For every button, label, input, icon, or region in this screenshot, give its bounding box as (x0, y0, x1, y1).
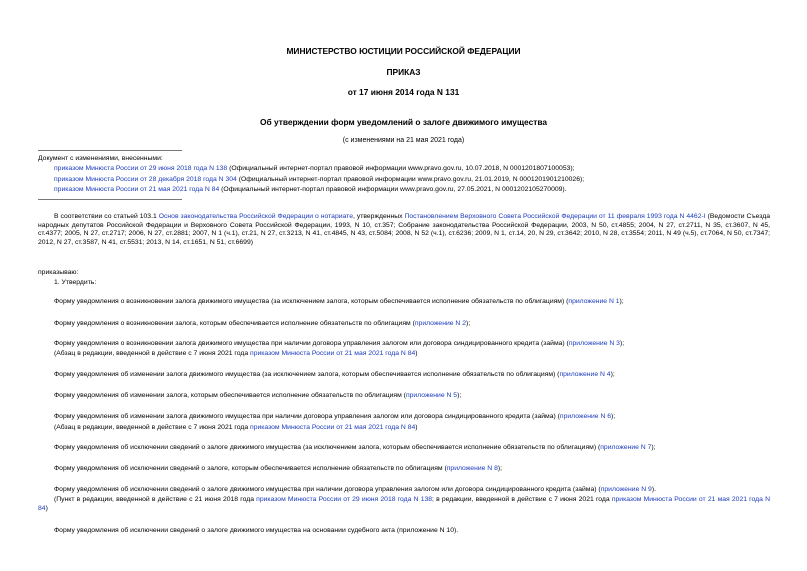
ministry-heading: МИНИСТЕРСТВО ЮСТИЦИИ РОССИЙСКОЙ ФЕДЕРАЦИИ (286, 46, 521, 56)
amendment-link[interactable]: приказом Минюста России от 21 мая 2021 года N 84 (250, 424, 416, 431)
appendix-link[interactable]: приложение N 3 (568, 340, 620, 347)
appendix-link[interactable]: приложение N 2 (414, 320, 467, 327)
form-item: Форму уведомления о возникновении залога движимого имущества (за исключением залога, которым обеспечивается исполнение обязательств по облигациям) (приложение N 1); (54, 298, 624, 305)
form-item: Форму уведомления о возникновении залога, которым обеспечивается исполнение обязательств по облигациям (приложение N 2); (54, 320, 471, 327)
appendix-link[interactable]: приложение N 5 (405, 392, 458, 399)
amended-note: (с изменениями на 21 мая 2021 года) (342, 137, 465, 144)
doc-type-heading: ПРИКАЗ (386, 67, 421, 77)
date-number-heading: от 17 июня 2014 года N 131 (347, 87, 460, 97)
change-item: приказом Минюста России от 21 мая 2021 года N 84 (Официальный интернет-портал правовой информации www.pravo.gov.ru, 27.05.2021, N 0001202105270009). (54, 186, 567, 193)
form-item: Форму уведомления о возникновении залога движимого имущества при наличии договора управления залогом или договора синдицированного кредита (займа) (приложение N 3); (54, 340, 625, 347)
document-title: Об утверждении форм уведомлений о залоге движимого имущества (259, 117, 548, 127)
appendix-link[interactable]: приложение N 6 (559, 413, 612, 420)
appendix-link[interactable]: приложение N 8 (446, 465, 498, 472)
edit-note: (Абзац в редакции, введенной в действие с 7 июня 2021 года приказом Минюста России от 21 мая 2021 года N 84) (54, 424, 418, 431)
top-divider (38, 150, 182, 151)
amendment-link[interactable]: приказом Минюста России от 29 июня 2018 года N 138 (54, 165, 228, 172)
order-word: приказываю: (38, 269, 79, 276)
appendix-link[interactable]: приложение N 1 (568, 298, 620, 305)
changes-intro: Документ с изменениями, внесенными: (38, 155, 163, 162)
amendment-link[interactable]: приказом Минюста России от 21 мая 2021 года N 84 (38, 496, 770, 512)
form-item: Форму уведомления об исключении сведений о залоге движимого имущества (за исключением залога, которым обеспечивается исполнение обязательств по облигациям) (приложение N 7); (54, 444, 656, 451)
amendment-link[interactable]: приказом Минюста России от 29 июня 2018 года N 138 (256, 496, 433, 503)
form-item: Форму уведомления об изменении залога движимого имущества при наличии договора управления залогом или договора синдицированного кредита (займа) (приложение N 6); (54, 413, 616, 420)
form-item: Форму уведомления об изменении залога движимого имущества (за исключением залога, которым обеспечивается исполнение обязательств по облигациям) (приложение N 4); (54, 371, 615, 378)
form-item: Форму уведомления об исключении сведений о залоге движимого имущества на основании судебного акта (приложение N 10). (54, 527, 459, 534)
resolution-link[interactable]: Постановлением Верховного Совета Российской Федерации от 11 февраля 1993 года N 4462-I (404, 213, 706, 220)
form-item: Форму уведомления об исключении сведений о залоге движимого имущества при наличии договора управления залогом или договора синдицированного кредита (займа) (приложение N 9). (54, 486, 656, 493)
edit-note: (Пункт в редакции, введенной в действие с 21 июня 2018 года приказом Минюста России от 29 июня 2018 года N 138; в редакции, введенной в действие с 7 июня 2021 года приказом Минюста России от 21 мая 2021 года N 84) (38, 496, 770, 512)
change-item: приказом Минюста России от 28 декабря 2018 года N 304 (Официальный интернет-портал правовой информации www.pravo.gov.ru, 21.01.2019, N 0001201901210026); (54, 176, 585, 183)
notary-law-link[interactable]: Основ законодательства Российской Федерации о нотариате (158, 213, 353, 220)
form-item: Форму уведомления об исключении сведений о залоге, которым обеспечивается исполнение обязательств по облигациям (приложение N 8); (54, 465, 503, 472)
amendment-link[interactable]: приказом Минюста России от 21 мая 2021 года N 84 (250, 350, 416, 357)
approve-item: 1. Утвердить: (54, 279, 97, 286)
preamble-paragraph: В соответствии со статьей 103.1 Основ законодательства Российской Федерации о нотариате, утвержденных Постановлением Верховного Совета Российской Федерации от 11 февраля 1993 года N 4462-I (Ведомости Съезда народных депутатов Российской Федерации и Верховного Совета Российской Федерации, 1993, N 10, ст.357; Собрание законодательства Российской Федерации, 2003, N 50, ст.4855; 2004, N 27, ст.2711, N 35, ст.3607, N 45, ст.4377; 2005, N 27, ст.2717; 2006, N 27, ст.2881; 2007, N 1 (ч.1), ст.21, N 27, ст.3213, N 41, ст.4845, N 43, ст.5084; 2008, N 52 (ч.1), ст.6236; 2009, N 1, ст.14, 20, N 29, ст.3642; 2010, N 28, ст.3554; 2011, N 49 (ч.5), ст.7064, N 50, ст.7347; 2012, N 27, ст.3587, N 41, ст.5531; 2013, N 14, ст.1651, N 51, ст.6699) (38, 213, 770, 246)
appendix-link[interactable]: приложение N 9 (600, 486, 652, 493)
amendment-link[interactable]: приказом Минюста России от 28 декабря 2018 года N 304 (54, 176, 237, 183)
appendix-link[interactable]: приложение N 7 (600, 444, 652, 451)
form-item: Форму уведомления об изменении залога, которым обеспечивается исполнение обязательств по облигациям (приложение N 5); (54, 392, 462, 399)
change-item: приказом Минюста России от 29 июня 2018 года N 138 (Официальный интернет-портал правовой информации www.pravo.gov.ru, 10.07.2018, N 0001201807100053); (54, 165, 575, 172)
amendment-link[interactable]: приказом Минюста России от 21 мая 2021 года N 84 (54, 186, 220, 193)
appendix-link[interactable]: приложение N 4 (559, 371, 611, 378)
bottom-divider (38, 199, 182, 200)
edit-note: (Абзац в редакции, введенной в действие с 7 июня 2021 года приказом Минюста России от 21 мая 2021 года N 84) (54, 350, 418, 357)
